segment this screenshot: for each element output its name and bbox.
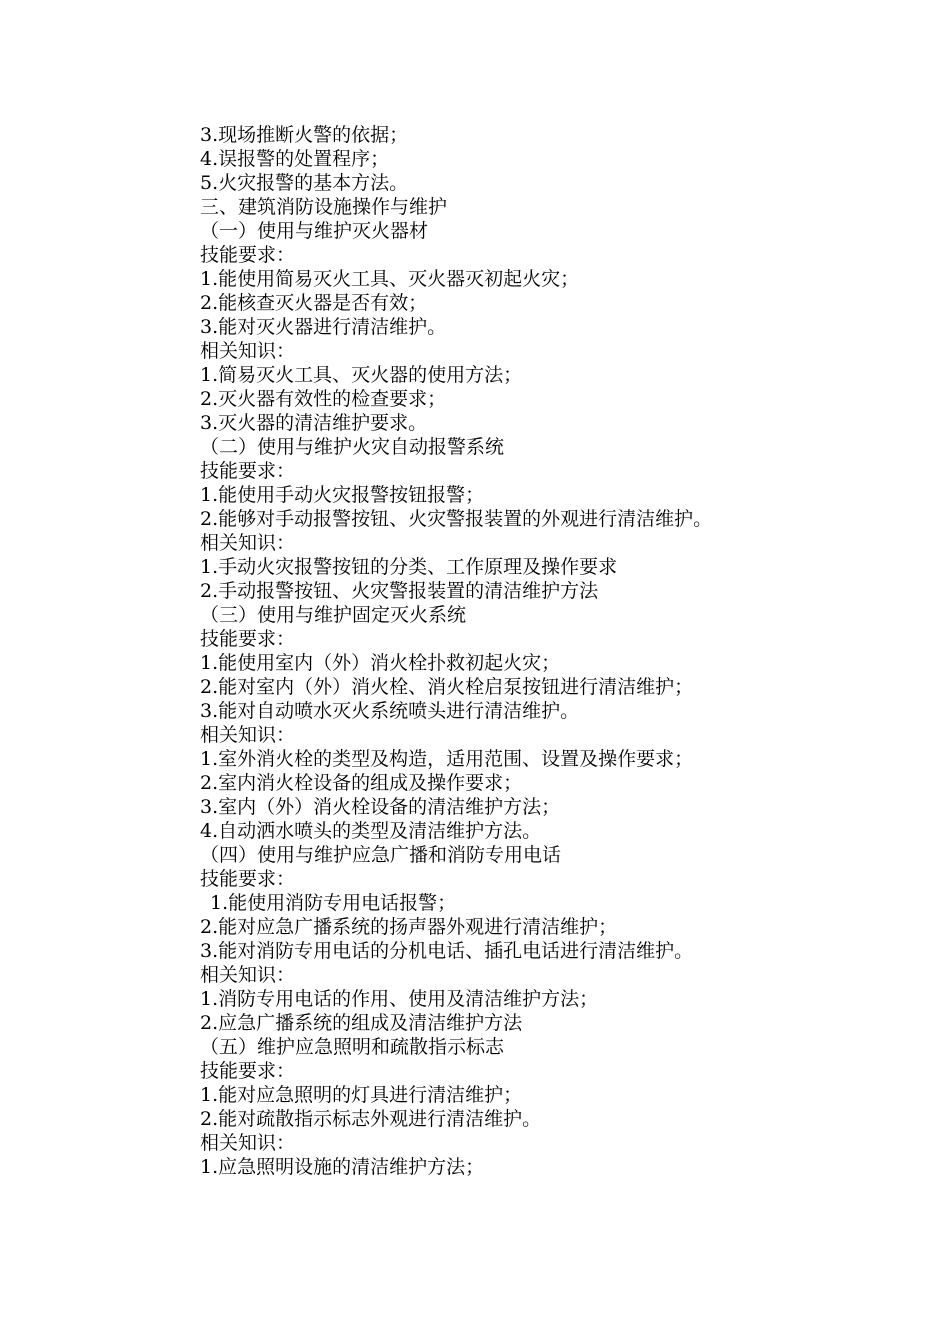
list-item: 2.室内消火栓设备的组成及操作要求； (200, 772, 523, 794)
section-label: 相关知识： (200, 724, 296, 746)
list-item: 1.能使用手动火灾报警按钮报警； (200, 484, 485, 506)
list-item: 3.能对灭火器进行清洁维护。 (200, 316, 447, 338)
list-item: 3.能对消防专用电话的分机电话、插孔电话进行清洁维护。 (200, 940, 694, 962)
list-item: 4.自动洒水喷头的类型及清洁维护方法。 (200, 820, 542, 842)
list-item: 1.简易灭火工具、灭火器的使用方法； (200, 364, 523, 386)
subsection-heading: （三）使用与维护固定灭火系统 (200, 604, 467, 626)
list-item: 2.能对室内（外）消火栓、消火栓启泵按钮进行清洁维护； (200, 676, 694, 698)
list-item: 2.能够对手动报警按钮、火灾警报装置的外观进行清洁维护。 (200, 508, 713, 530)
subsection-heading: （一）使用与维护灭火器材 (200, 220, 429, 242)
list-item: 5.火灾报警的基本方法。 (200, 172, 409, 194)
list-item: 2.应急广播系统的组成及清洁维护方法 (200, 1012, 523, 1034)
section-label: 技能要求： (200, 460, 296, 482)
subsection-heading: （二）使用与维护火灾自动报警系统 (200, 436, 505, 458)
document-body (200, 123, 920, 1179)
section-label: 相关知识： (200, 340, 296, 362)
list-item: 1.能对应急照明的灯具进行清洁维护； (200, 1084, 523, 1106)
section-label: 相关知识： (200, 532, 296, 554)
section-label: 技能要求： (200, 868, 296, 890)
list-item: 1.应急照明设施的清洁维护方法； (200, 1156, 485, 1178)
list-item: 2.灭火器有效性的检查要求； (200, 388, 447, 410)
list-item: 2.能对疏散指示标志外观进行清洁维护。 (200, 1108, 542, 1130)
list-item: 4.误报警的处置程序； (200, 148, 390, 170)
list-item: 2.手动报警按钮、火灾警报装置的清洁维护方法 (200, 580, 599, 602)
section-label: 技能要求： (200, 628, 296, 650)
section-label: 相关知识： (200, 1132, 296, 1154)
list-item: 3.能对自动喷水灭火系统喷头进行清洁维护。 (200, 700, 580, 722)
list-item: 3.现场推断火警的依据； (200, 124, 409, 146)
section-heading: 三、建筑消防设施操作与维护 (200, 196, 448, 218)
list-item: 3.灭火器的清洁维护要求。 (200, 412, 428, 434)
list-item: 2.能对应急广播系统的扬声器外观进行清洁维护； (200, 916, 618, 938)
list-item: 3.室内（外）消火栓设备的清洁维护方法； (200, 796, 561, 818)
section-label: 技能要求： (200, 244, 296, 266)
subsection-heading: （四）使用与维护应急广播和消防专用电话 (200, 844, 562, 866)
list-item: 1.能使用简易灭火工具、灭火器灭初起火灾； (200, 268, 580, 290)
list-item: 1.手动火灾报警按钮的分类、工作原理及操作要求 (200, 556, 618, 578)
subsection-heading: （五）维护应急照明和疏散指示标志 (200, 1036, 505, 1058)
list-item: 1.能使用室内（外）消火栓扑救初起火灾； (200, 652, 561, 674)
section-label: 技能要求： (200, 1060, 296, 1082)
list-item: 1.消防专用电话的作用、使用及清洁维护方法； (200, 988, 599, 1010)
section-label: 相关知识： (200, 964, 296, 986)
list-item: 1.室外消火栓的类型及构造，适用范围、设置及操作要求； (200, 748, 694, 770)
list-item: 1.能使用消防专用电话报警； (210, 892, 457, 914)
list-item: 2.能核查灭火器是否有效； (200, 292, 428, 314)
